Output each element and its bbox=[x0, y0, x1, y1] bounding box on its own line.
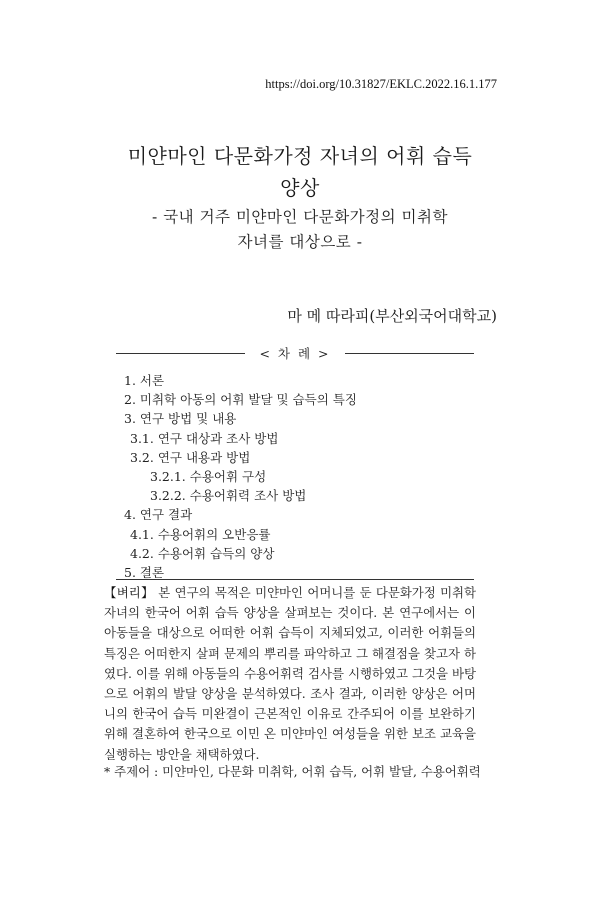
title-line-1: 미얀마인 다문화가정 자녀의 어휘 습득 bbox=[127, 144, 473, 168]
paper-subtitle bbox=[60, 205, 540, 255]
paper-title bbox=[60, 140, 540, 204]
toc-heading bbox=[116, 344, 474, 362]
subtitle-line-2: 자녀를 대상으로 - bbox=[237, 233, 363, 251]
author-affiliation: 마 메 따라피(부산외국어대학교) bbox=[287, 307, 497, 325]
toc-item: 3.1. 연구 대상과 조사 방법 bbox=[130, 430, 279, 446]
doi-link[interactable]: https://doi.org/10.31827/EKLC.2022.16.1.177 bbox=[265, 77, 497, 91]
toc-bottom-rule bbox=[116, 579, 474, 580]
toc-item: 4.2. 수용어휘 습득의 양상 bbox=[130, 545, 275, 561]
toc-heading-rule-left bbox=[116, 353, 245, 354]
toc-item: 1. 서론 bbox=[124, 373, 165, 388]
toc-item: 3.2. 연구 내용과 방법 bbox=[130, 449, 251, 465]
abstract-text: 본 연구의 목적은 미얀마인 어머니를 둔 다문화가정 미취학 자녀의 한국어 어휘 습득 양상을 살펴보는 것이다. 본 연구에서는 이 아동들을 대상으로 어떠한 어휘 습득이 지체되었고, 이러한 어휘들의 특징은 어떠한지 살펴 문제의 뿌리를 파악하고 그 해결점을 찾고자 하였다. 이를 위해 아동들의 수용어휘력 검사를 시행하였고 그것을 바탕으로 어휘의 발달 양상을 분석하였다. 조사 결과, 이러한 양상은 어머니의 한국어 습득 미완결이 근본적인 이유로 간주되어 이를 보완하기 위해 결혼하여 한국으로 이민 온 미얀마인 여성들을 위한 보조 교육을 실행하는 방안을 채택하였다. bbox=[104, 585, 476, 762]
table-of-contents bbox=[124, 371, 474, 582]
abstract-tag: 【벼리】 bbox=[104, 585, 154, 600]
toc-item: 2. 미취학 아동의 어휘 발달 및 습득의 특징 bbox=[124, 392, 357, 408]
toc-item: 3. 연구 방법 및 내용 bbox=[124, 411, 237, 427]
toc-item: 4. 연구 결과 bbox=[124, 507, 193, 523]
toc-item: 3.2.2. 수용어휘력 조사 방법 bbox=[150, 488, 307, 504]
toc-item: 3.2.1. 수용어휘 구성 bbox=[150, 468, 267, 484]
keywords: * 주제어 : 미얀마인, 다문화 미취학, 어휘 습득, 어휘 발달, 수용어휘력 bbox=[104, 764, 481, 779]
toc-heading-label: < 차 례 > bbox=[259, 346, 331, 361]
abstract bbox=[104, 583, 476, 765]
toc-heading-rule-right bbox=[345, 353, 474, 354]
subtitle-line-1: - 국내 거주 미얀마인 다문화가정의 미취학 bbox=[152, 208, 448, 226]
toc-item: 4.1. 수용어휘의 오반응률 bbox=[130, 526, 271, 542]
toc-item: 5. 결론 bbox=[124, 564, 165, 580]
title-line-2: 양상 bbox=[280, 176, 320, 200]
